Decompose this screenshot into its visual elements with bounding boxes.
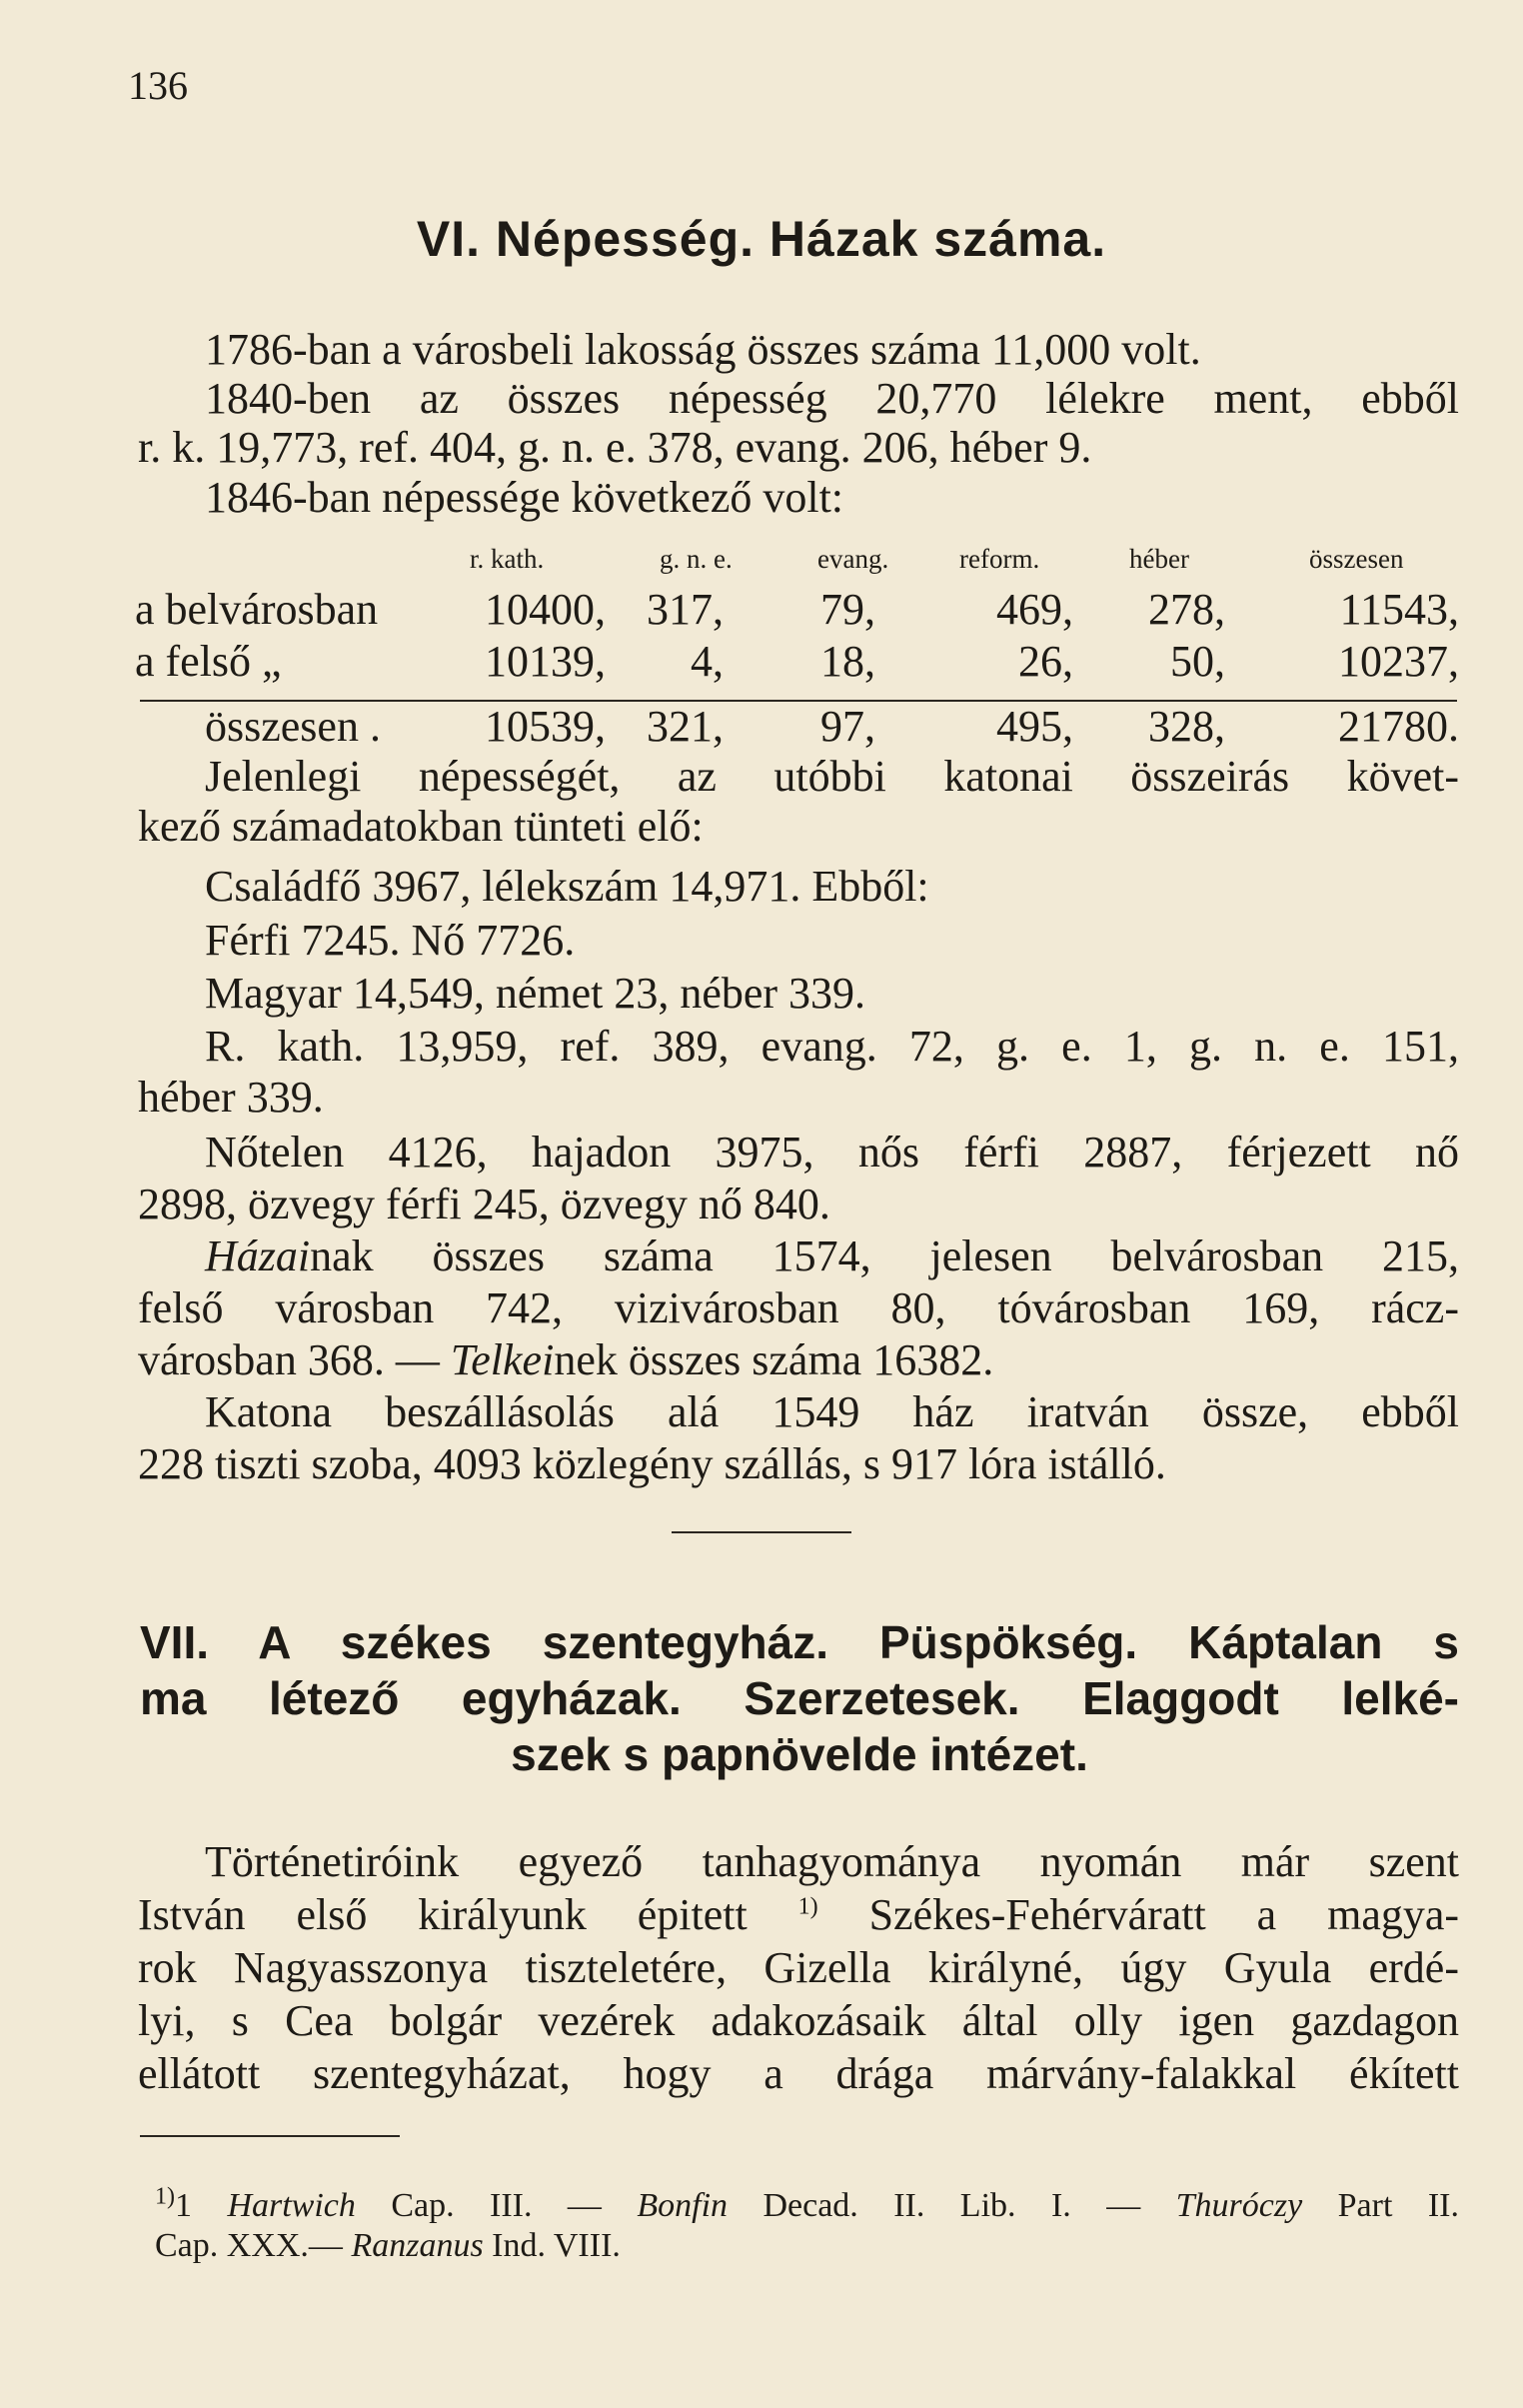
row-total-osszesen: 21780. <box>1338 702 1459 751</box>
stats-line-2: Férfi 7245. Nő 7726. <box>205 916 576 965</box>
row-belvaros-reform: 469, <box>996 585 1073 634</box>
section-divider <box>672 1531 851 1533</box>
page-number: 136 <box>128 63 188 108</box>
row-total-evang: 97, <box>820 702 875 751</box>
fn1-part0: 1 <box>175 2187 228 2224</box>
houses-line-2: felső városban 742, vizivárosban 80, tóvárosban 169, rácz- <box>138 1283 1459 1332</box>
plots-italic-word: Telkei <box>450 1335 555 1384</box>
houses-line-3 <box>138 1335 993 1385</box>
vii-para-line-4: lyi, s Cea bolgár vezérek adakozásaik által olly igen gazdagon <box>138 1996 1459 2045</box>
footnote-reference: 1) <box>797 1893 818 1920</box>
row-total-label: összesen . <box>205 702 381 751</box>
row-total-heber: 328, <box>1148 702 1225 751</box>
col-header-heber: héber <box>1129 544 1189 574</box>
footnote-mark: 1) <box>155 2183 175 2210</box>
row-felso-reform: 26, <box>1018 637 1073 686</box>
vii-para-line-2b: Székes-Fehérváratt a magya- <box>868 1890 1460 1939</box>
fn2-part0: Cap. XXX.— <box>155 2227 352 2264</box>
row-belvaros-osszesen: 11543, <box>1339 585 1459 634</box>
stats-line-7: 2898, özvegy férfi 245, özvegy nő 840. <box>138 1180 830 1228</box>
fn2-author-ranzanus: Ranzanus <box>351 2227 484 2264</box>
stats-line-5: héber 339. <box>138 1073 324 1122</box>
fn1-part6: Part II. <box>1302 2187 1459 2224</box>
houses-line-3-post: nek összes száma 16382. <box>554 1335 994 1384</box>
footnote-line-1 <box>155 2183 1459 2225</box>
row-belvaros-gne: 317, <box>647 585 724 634</box>
footnote-rule <box>140 2135 400 2137</box>
footnote-line-2 <box>155 2227 621 2265</box>
vii-para-line-3: rok Nagyasszonya tiszteletére, Gizella királyné, úgy Gyula erdé- <box>138 1943 1459 1992</box>
houses-line-1-rest: nak összes száma 1574, jelesen belvárosban 215, <box>310 1231 1459 1280</box>
para2-line-2: kező számadatokban tünteti elő: <box>138 802 704 851</box>
para1-line-3: r. k. 19,773, ref. 404, g. n. e. 378, evang. 206, héber 9. <box>138 423 1092 472</box>
row-felso-evang: 18, <box>820 637 875 686</box>
row-felso-gne: 4, <box>691 637 724 686</box>
para1-line-1: 1786-ban a városbeli lakosság összes száma 11,000 volt. <box>205 325 1201 374</box>
col-header-gne: g. n. e. <box>660 544 733 574</box>
billeting-line-2: 228 tiszti szoba, 4093 közlegény szállás, s 917 lóra istálló. <box>138 1439 1166 1488</box>
fn1-author-hartwich: Hartwich <box>227 2187 356 2224</box>
row-total-reform: 495, <box>996 702 1073 751</box>
section-vii-heading-line-3: szek s papnövelde intézet. <box>511 1728 1088 1780</box>
houses-line-3-pre: városban 368. — <box>138 1335 451 1384</box>
col-header-evang: evang. <box>817 544 889 574</box>
stats-line-6: Nőtelen 4126, hajadon 3975, nős férfi 2887, férjezett nő <box>205 1128 1459 1177</box>
row-belvaros-rkath: 10400, <box>485 585 606 634</box>
row-belvaros-label: a belvárosban <box>135 585 379 634</box>
para2-line-1: Jelenlegi népességét, az utóbbi katonai összeirás követ- <box>205 752 1459 801</box>
stats-line-3: Magyar 14,549, német 23, néber 339. <box>205 969 866 1018</box>
para1-line-2: 1840-ben az összes népesség 20,770 lélekre ment, ebből <box>205 374 1459 423</box>
stats-line-4: R. kath. 13,959, ref. 389, evang. 72, g. e. 1, g. n. e. 151, <box>205 1022 1459 1071</box>
section-vi-heading: VI. Népesség. Házak száma. <box>416 211 1107 267</box>
row-total-rkath: 10539, <box>485 702 606 751</box>
section-vii-heading-line-1: VII. A székes szentegyház. Püspökség. Káptalan s <box>140 1616 1459 1668</box>
col-header-osszesen: összesen <box>1309 544 1404 574</box>
fn1-part4: Decad. II. Lib. I. — <box>728 2187 1176 2224</box>
fn2-part2: Ind. VIII. <box>483 2227 621 2264</box>
section-vii-heading-line-2: ma létező egyházak. Szerzetesek. Elaggodt lelké- <box>140 1672 1459 1724</box>
col-header-reform: reform. <box>959 544 1040 574</box>
houses-italic-word: Házai <box>205 1231 311 1280</box>
fn1-part2: Cap. III. — <box>355 2187 638 2224</box>
row-felso-heber: 50, <box>1170 637 1225 686</box>
vii-para-line-2a: István első királyunk épitett <box>138 1890 748 1939</box>
row-felso-rkath: 10139, <box>485 637 606 686</box>
fn1-author-bonfin: Bonfin <box>637 2187 729 2224</box>
houses-line-1 <box>205 1231 1459 1281</box>
stats-line-1: Családfő 3967, lélekszám 14,971. Ebből: <box>205 862 929 911</box>
row-belvaros-evang: 79, <box>820 585 875 634</box>
vii-para-line-2 <box>138 1890 1459 1940</box>
col-header-rkath: r. kath. <box>470 544 545 574</box>
billeting-line-1: Katona beszállásolás alá 1549 ház iratván össze, ebből <box>205 1387 1459 1436</box>
row-felso-label: a felső „ <box>135 637 282 686</box>
vii-para-line-1: Történetiróink egyező tanhagyománya nyomán már szent <box>205 1837 1459 1886</box>
fn1-author-thuroczy: Thuróczy <box>1175 2187 1303 2224</box>
para1-line-4: 1846-ban népessége következő volt: <box>205 473 844 522</box>
row-felso-osszesen: 10237, <box>1338 637 1459 686</box>
vii-para-line-5: ellátott szentegyházat, hogy a drága márvány-falakkal ékített <box>138 2049 1459 2098</box>
row-belvaros-heber: 278, <box>1148 585 1225 634</box>
row-total-gne: 321, <box>647 702 724 751</box>
